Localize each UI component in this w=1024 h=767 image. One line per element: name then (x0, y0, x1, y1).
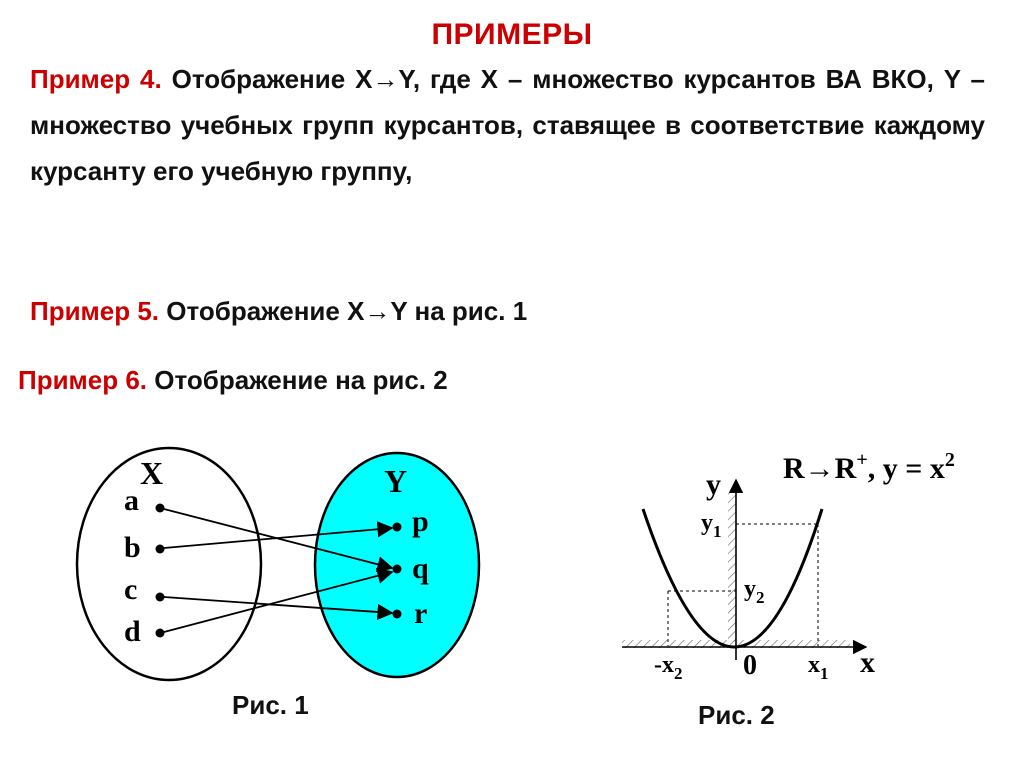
formula-text (783, 449, 955, 485)
point-c (156, 593, 165, 602)
example-4-text: Отображение X→Y, где X – множество курсантов ВА ВКО, Y – множество учебных групп курсантов, ставящее в соответствие каждому курсанту его учебную группу, (30, 64, 985, 186)
example-6-label: Пример 6. (18, 365, 148, 395)
formula-sup: + (856, 449, 868, 471)
y2-label: $y_2$ (744, 576, 765, 607)
element-c-label: c (124, 573, 138, 606)
point-d (156, 629, 165, 638)
example-4-label: Пример 4. (30, 64, 162, 94)
page-title: ПРИМЕРЫ (431, 18, 593, 51)
figure-1-sets-mapping (77, 448, 479, 680)
element-p-label: p (412, 505, 429, 538)
point-a (156, 504, 165, 513)
figure-2-caption: Рис. 2 (698, 700, 775, 730)
neg-x2-label: $-x_2$ (654, 652, 683, 683)
point-b (156, 545, 165, 554)
element-q-label: q (412, 552, 429, 585)
figure-2-parabola (622, 449, 955, 683)
formula-exp: 2 (944, 449, 955, 471)
set-x-ellipse (77, 448, 261, 680)
origin-label: 0 (743, 650, 757, 681)
point-q (393, 565, 402, 574)
y1-label: $y_1$ (701, 510, 722, 541)
y-axis-hatching (728, 490, 736, 642)
y-axis-label: y (706, 468, 721, 501)
example-5-text: Отображение X→Y на рис. 1 (159, 296, 528, 326)
formula-head: R→R (783, 452, 857, 485)
element-a-label: a (124, 484, 139, 517)
point-p (393, 523, 402, 532)
element-b-label: b (124, 531, 141, 564)
formula-mid: , y = x (867, 452, 945, 485)
element-d-label: d (124, 615, 141, 648)
set-x-name: X (140, 455, 164, 491)
x1-label: $x_1$ (808, 652, 829, 683)
point-r (393, 610, 402, 619)
x-axis-label: x (860, 646, 875, 679)
example-6-text: Отображение на рис. 2 (147, 365, 448, 395)
example-5-label: Пример 5. (30, 296, 160, 326)
set-y-name: Y (384, 463, 408, 499)
element-r-label: r (414, 597, 428, 630)
figure-1-caption: Рис. 1 (232, 690, 309, 720)
